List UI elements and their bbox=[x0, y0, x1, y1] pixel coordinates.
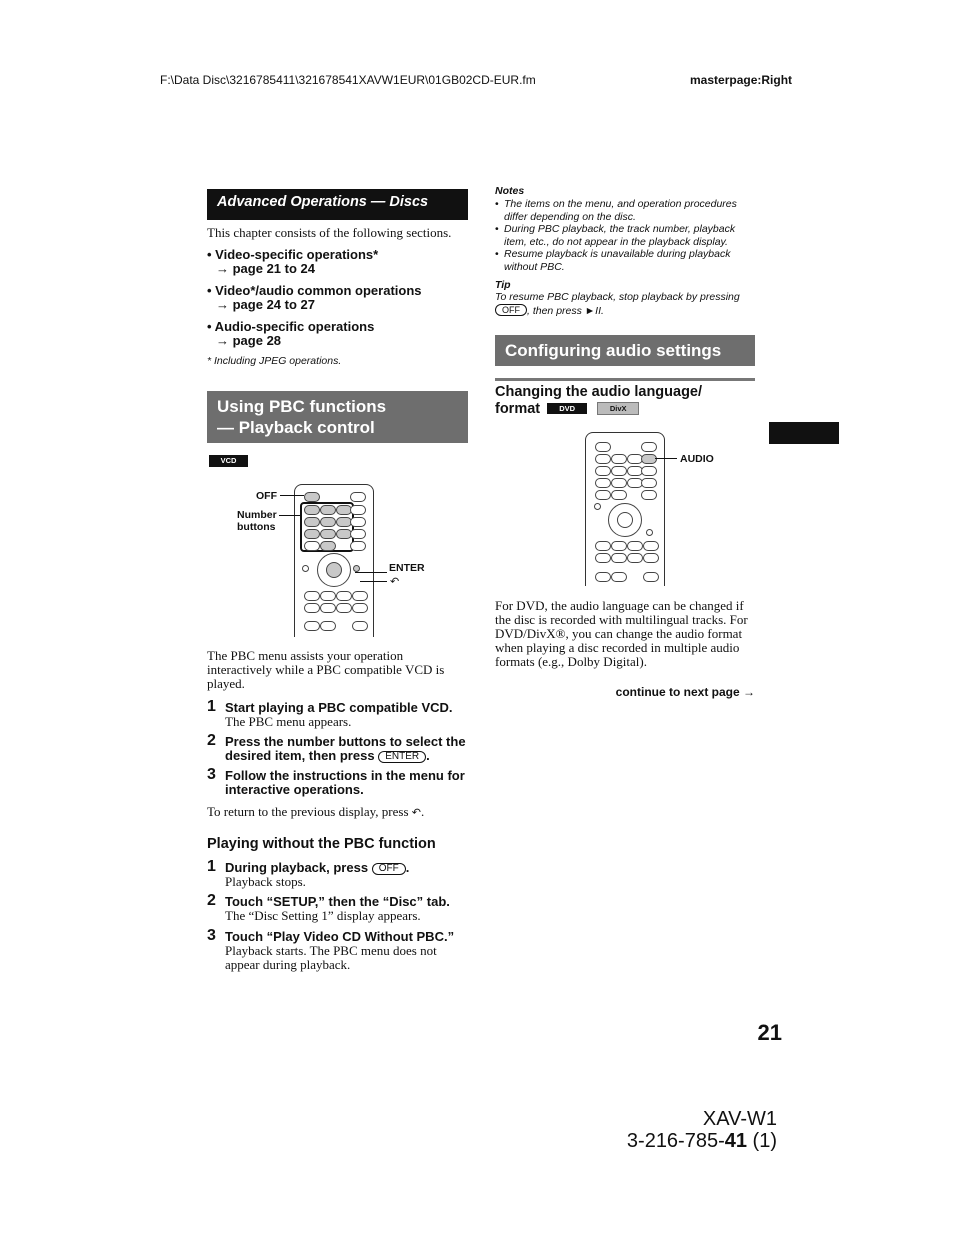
footnote: * Including JPEG operations. bbox=[207, 355, 342, 367]
notes-list: • The items on the menu, and operation procedures differ depending on the disc. • During PBC playback, the track number, playback item, etc., do not appear in the playback display. • Resume playback is unavailable during playback without PBC. bbox=[495, 198, 737, 273]
remote-illustration bbox=[294, 484, 374, 637]
audio-label: AUDIO bbox=[680, 453, 714, 465]
off-key: OFF bbox=[495, 304, 527, 316]
chapter-tab bbox=[769, 422, 839, 444]
subheading-audio-language: Changing the audio language/ format DVD DivX bbox=[495, 384, 703, 417]
model-code: 3-216-785-41 (1) bbox=[626, 1130, 777, 1152]
page-number: 21 bbox=[757, 1020, 782, 1045]
off-button-illustration bbox=[304, 492, 320, 502]
continue-indicator: continue to next page → bbox=[615, 685, 755, 699]
step-3: 3 Follow the instructions in the menu for interactive operations. bbox=[207, 766, 465, 797]
section-list-item: • Video-specific operations* → page 21 to 24 bbox=[207, 247, 379, 276]
step-2: 2 Touch “SETUP,” then the “Disc” tab. The “Disc Setting 1” display appears. bbox=[207, 892, 450, 923]
audio-button-illustration bbox=[641, 454, 657, 464]
step-1: 1 Start playing a PBC compatible VCD. The PBC menu appears. bbox=[207, 698, 453, 729]
number-buttons-label: Number buttons bbox=[237, 509, 277, 533]
model-name: XAV-W1 bbox=[702, 1108, 777, 1130]
divx-badge: DivX bbox=[597, 402, 639, 415]
masterpage-label: masterpage:Right bbox=[690, 73, 793, 87]
subheading-rule bbox=[495, 378, 755, 381]
advanced-intro: This chapter consists of the following sections. bbox=[207, 225, 452, 240]
enter-key: ENTER bbox=[378, 751, 426, 763]
step-2: 2 Press the number buttons to select the desired item, then press ENTER . bbox=[207, 732, 466, 763]
subheading-without-pbc: Playing without the PBC function bbox=[207, 836, 436, 852]
return-instruction: To return to the previous display, press ↶. bbox=[207, 804, 425, 819]
step-1: 1 During playback, press OFF . Playback stops. bbox=[207, 858, 410, 889]
dvd-badge: DVD bbox=[547, 403, 587, 414]
tip-text: To resume PBC playback, stop playback by pressing OFF , then press ►II. bbox=[495, 291, 740, 317]
off-key: OFF bbox=[372, 863, 406, 875]
section-list-item: • Video*/audio common operations → page 24 to 27 bbox=[207, 283, 422, 312]
section-banner-pbc: Using PBC functions — Playback control bbox=[207, 391, 468, 443]
remote-illustration bbox=[585, 432, 665, 586]
tip-heading: Tip bbox=[495, 279, 511, 291]
return-icon: ↶ bbox=[390, 576, 400, 588]
vcd-badge: VCD bbox=[209, 455, 248, 467]
section-banner-advanced: Advanced Operations — Discs bbox=[207, 189, 468, 220]
section-list-item: • Audio-specific operations → page 28 bbox=[207, 319, 375, 348]
section-banner-audio: Configuring audio settings bbox=[495, 335, 755, 366]
return-icon: ↶ bbox=[411, 806, 421, 819]
pbc-intro: The PBC menu assists your operation interactively while a PBC compatible VCD is played. bbox=[207, 648, 445, 691]
enter-label: ENTER bbox=[389, 562, 425, 574]
file-path: F:\Data Disc\3216785411\321678541XAVW1EUR\01GB02CD-EUR.fm bbox=[160, 73, 536, 87]
off-label: OFF bbox=[256, 490, 277, 502]
audio-description: For DVD, the audio language can be changed if the disc is recorded with multilingual tracks. For DVD/DivX®, you can change the audio format when playing a disc recorded in multiple audio formats (e.g., Dolby Digital). bbox=[495, 598, 748, 669]
step-3: 3 Touch “Play Video CD Without PBC.” Playback starts. The PBC menu does not appear during playback. bbox=[207, 927, 455, 972]
notes-heading: Notes bbox=[495, 185, 525, 197]
